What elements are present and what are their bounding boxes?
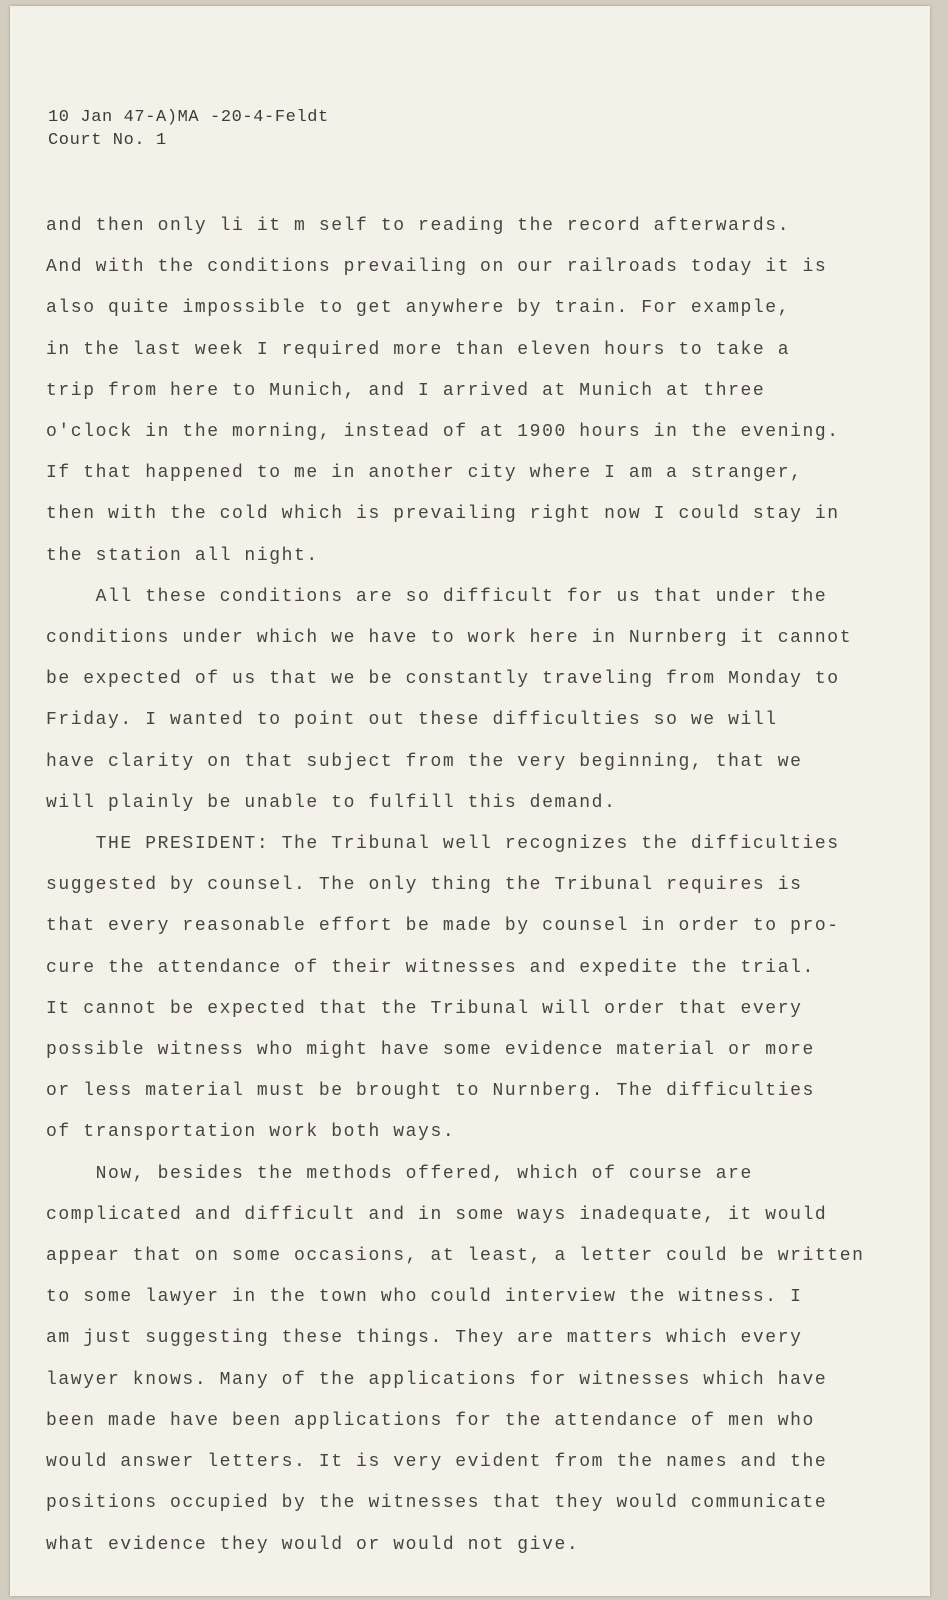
text-line: o'clock in the morning, instead of at 1900 hours in the evening. — [46, 422, 840, 443]
text-line: trip from here to Munich, and I arrived at Munich at three — [46, 380, 766, 401]
text-line: be expected of us that we be constantly traveling from Monday to — [46, 669, 840, 690]
speaker-paragraph-start: THE PRESIDENT: The Tribunal well recognizes the difficulties — [46, 834, 840, 855]
text-line: been made have been applications for the attendance of men who — [46, 1410, 815, 1431]
text-line: the station all night. — [46, 545, 319, 566]
text-line: would answer letters. It is very evident from the names and the — [46, 1452, 828, 1473]
text-line: It cannot be expected that the Tribunal will order that every — [46, 998, 803, 1019]
header-court-line: Court No. 1 — [48, 131, 167, 150]
text-line: Now, besides the methods offered, which of course are — [46, 1163, 753, 1184]
header-reference-line: 10 Jan 47-A)MA -20-4-Feldt — [48, 108, 329, 127]
text-line: lawyer knows. Many of the applications for witnesses which have — [46, 1369, 828, 1390]
text-line: positions occupied by the witnesses that they would communicate — [46, 1493, 828, 1514]
text-line: appear that on some occasions, at least, a letter could be written — [46, 1246, 865, 1267]
text-line: And with the conditions prevailing on our railroads today it is — [46, 257, 828, 278]
text-line: If that happened to me in another city where I am a stranger, — [46, 463, 803, 484]
text-line: also quite impossible to get anywhere by train. For example, — [46, 298, 791, 319]
text-line: in the last week I required more than eleven hours to take a — [46, 339, 791, 360]
text-line: what evidence they would or would not give. — [46, 1534, 580, 1555]
text-line: or less material must be brought to Nurnberg. The difficulties — [46, 1081, 815, 1102]
transcript-body — [46, 206, 906, 1566]
text-line: will plainly be unable to fulfill this demand. — [46, 792, 617, 813]
text-line: complicated and difficult and in some ways inadequate, it would — [46, 1204, 828, 1225]
text-line: Friday. I wanted to point out these difficulties so we will — [46, 710, 778, 731]
text-line: suggested by counsel. The only thing the Tribunal requires is — [46, 875, 803, 896]
text-line: then with the cold which is prevailing right now I could stay in — [46, 504, 840, 525]
text-line: to some lawyer in the town who could interview the witness. I — [46, 1287, 803, 1308]
text-line: conditions under which we have to work here in Nurnberg it cannot — [46, 628, 853, 649]
page-header — [48, 106, 329, 152]
text-line: am just suggesting these things. They are matters which every — [46, 1328, 803, 1349]
text-line: of transportation work both ways. — [46, 1122, 456, 1143]
text-line: cure the attendance of their witnesses and expedite the trial. — [46, 957, 815, 978]
text-line: that every reasonable effort be made by counsel in order to pro- — [46, 916, 840, 937]
text-line: possible witness who might have some evidence material or more — [46, 1040, 815, 1061]
text-line: have clarity on that subject from the very beginning, that we — [46, 751, 803, 772]
text-line: and then only li it m self to reading the record afterwards. — [46, 216, 791, 236]
typed-page — [10, 6, 930, 1596]
text-line: All these conditions are so difficult for us that under the — [46, 586, 828, 607]
